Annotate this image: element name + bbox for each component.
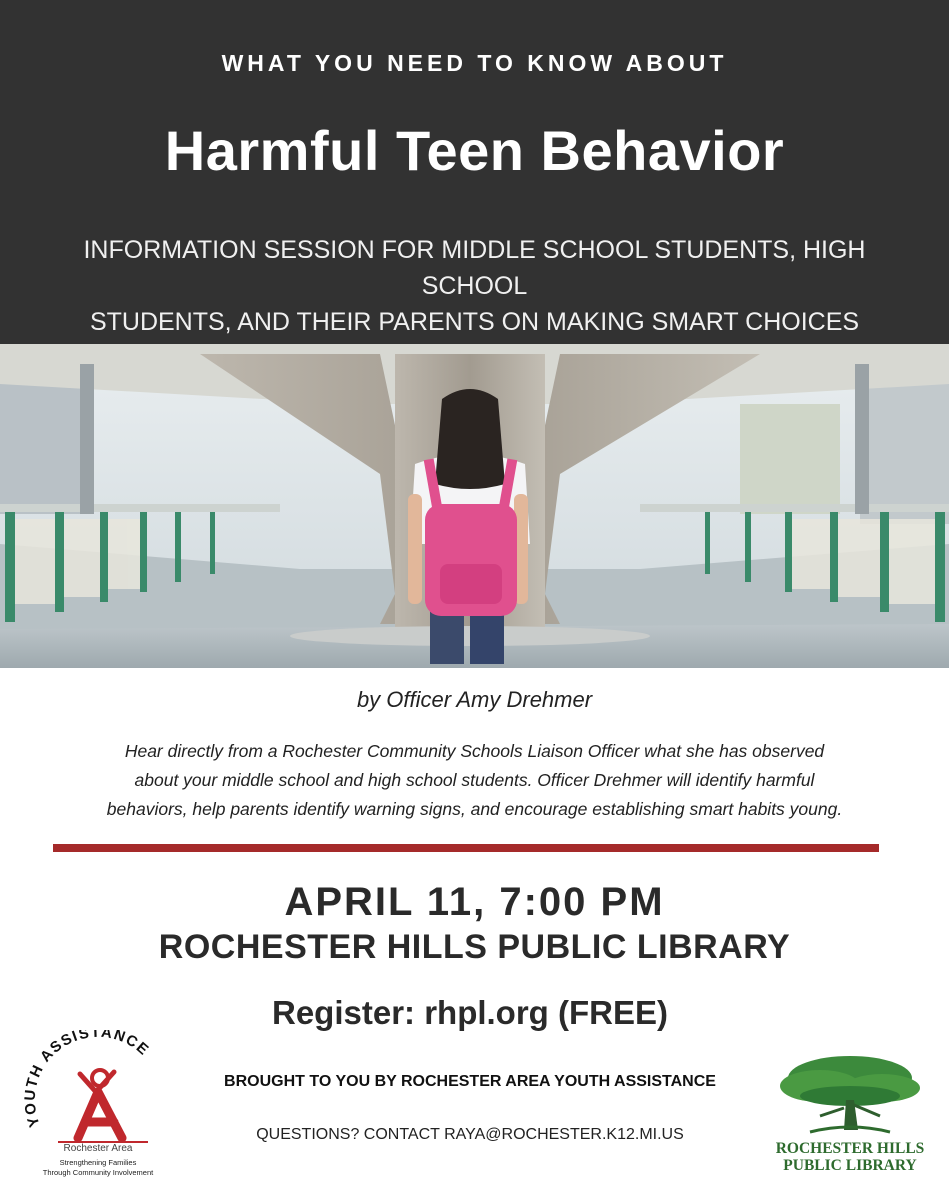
event-venue: ROCHESTER HILLS PUBLIC LIBRARY	[158, 928, 791, 966]
raya-arc-text: YOUTH ASSISTANCE	[21, 1030, 153, 1130]
divider-rule	[53, 844, 879, 852]
contact-line: QUESTIONS? CONTACT RAYA@ROCHESTER.K12.MI.US	[256, 1126, 684, 1143]
sponsor-line: BROUGHT TO YOU BY ROCHESTER AREA YOUTH ASSISTANCE	[224, 1073, 716, 1090]
hero-photo	[0, 344, 949, 668]
raya-emblem-icon	[18, 1030, 178, 1145]
rhpl-line-2: PUBLIC LIBRARY	[783, 1157, 917, 1174]
subtitle	[30, 232, 919, 340]
raya-caption	[18, 1143, 178, 1178]
rhpl-line-1: ROCHESTER HILLS	[775, 1140, 925, 1157]
subtitle-line-2: STUDENTS, AND THEIR PARENTS ON MAKING SMART CHOICES	[89, 308, 860, 336]
subtitle-line-1: INFORMATION SESSION FOR MIDDLE SCHOOL STUDENTS, HIGH SCHOOL	[83, 236, 866, 300]
byline: by Officer Amy Drehmer	[356, 687, 593, 712]
description-line-1: Hear directly from a Rochester Community Schools Liaison Officer what she has observed	[124, 741, 825, 761]
raya-tagline-line-2: Through Community Involvement	[42, 1168, 154, 1177]
raya-area-label: Rochester Area	[63, 1143, 133, 1154]
eyebrow-text: WHAT YOU NEED TO KNOW ABOUT	[221, 50, 728, 76]
header-banner	[0, 0, 949, 344]
event-description	[55, 737, 894, 824]
event-date-time: APRIL 11, 7:00 PM	[284, 880, 665, 924]
page-title: Harmful Teen Behavior	[164, 119, 785, 182]
raya-tagline	[18, 1158, 178, 1178]
tree-icon	[770, 1050, 930, 1140]
description-line-3: behaviors, help parents identify warning signs, and encourage establishing smart habits young.	[106, 799, 843, 819]
rhpl-wordmark	[760, 1140, 940, 1174]
description-line-2: about your middle school and high school students. Officer Drehmer will identify harmful	[134, 770, 815, 790]
register-info: Register: rhpl.org (FREE)	[271, 994, 669, 1031]
raya-tagline-line-1: Strengthening Families	[59, 1158, 137, 1167]
